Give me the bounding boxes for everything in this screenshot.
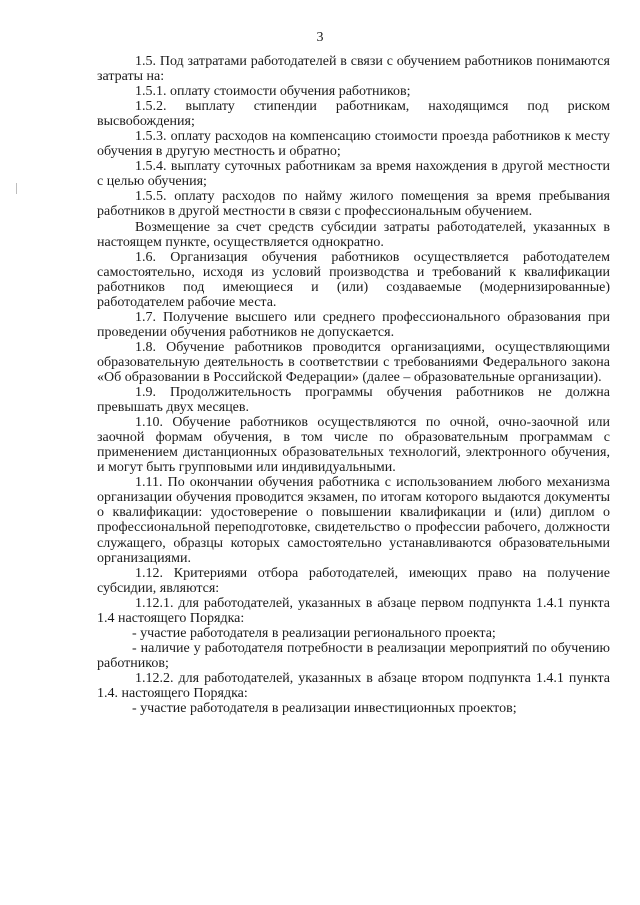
paragraph-reimbursement: Возмещение за счет средств субсидии затраты работодателей, указанных в настоящем пункте, осуществляется однократно. — [97, 219, 610, 250]
paragraph-1-7: 1.7. Получение высшего или среднего профессионального образования при проведении обучения работников не допускается. — [97, 309, 610, 340]
paragraph-1-5-3: 1.5.3. оплату расходов на компенсацию стоимости проезда работников к месту обучения в другую местность и обратно; — [97, 129, 610, 160]
document-body — [97, 54, 610, 716]
page-number: 3 — [316, 30, 324, 45]
paragraph-1-5: 1.5. Под затратами работодателей в связи с обучением работников понимаются затраты на: — [97, 54, 610, 85]
paragraph-1-5-2: 1.5.2. выплату стипендии работникам, находящимся под риском высвобождения; — [97, 99, 610, 130]
paragraph-1-10: 1.10. Обучение работников осуществляются по очной, очно-заочной или заочной формам обучения, в том числе по образовательным программам с применением дистанционных образовательных технологий, электронного обучения, и могут быть групповыми или индивидуальными. — [97, 415, 610, 476]
scan-margin-mark — [16, 183, 17, 194]
paragraph-1-11: 1.11. По окончании обучения работника с использованием любого механизма организации обучения проводится экзамен, по итогам которого выдаются документы о квалификации: удостоверение о повышении квалификации и (или) диплом о профессиональной переподготовке, свидетельство о профессии рабочего, должности служащего, образцы которых самостоятельно устанавливаются образовательными организациями. — [97, 475, 610, 566]
paragraph-1-9: 1.9. Продолжительность программы обучения работников не должна превышать двух месяцев. — [97, 385, 610, 416]
paragraph-1-5-1: 1.5.1. оплату стоимости обучения работников; — [135, 84, 411, 100]
list-item-training-need: - наличие у работодателя потребности в реализации мероприятий по обучению работников; — [97, 640, 610, 671]
list-item-regional-project: - участие работодателя в реализации регионального проекта; — [132, 625, 496, 641]
paragraph-1-12-1: 1.12.1. для работодателей, указанных в абзаце первом подпункта 1.4.1 пункта 1.4 настоящего Порядка: — [97, 595, 610, 626]
paragraph-1-12: 1.12. Критериями отбора работодателей, имеющих право на получение субсидии, являются: — [97, 565, 610, 596]
list-item-investment-projects: - участие работодателя в реализации инвестиционных проектов; — [132, 701, 517, 717]
paragraph-1-12-2: 1.12.2. для работодателей, указанных в абзаце втором подпункта 1.4.1 пункта 1.4. настоящего Порядка: — [97, 670, 610, 701]
paragraph-1-5-4: 1.5.4. выплату суточных работникам за время нахождения в другой местности с целью обучения; — [97, 159, 610, 190]
paragraph-1-8: 1.8. Обучение работников проводится организациями, осуществляющими образовательную деятельность в соответствии с требованиями Федерального закона «Об образовании в Российской Федерации» (далее – образовательные организации). — [97, 339, 610, 385]
paragraph-1-5-5: 1.5.5. оплату расходов по найму жилого помещения за время пребывания работников в другой местности в связи с профессиональным обучением. — [97, 189, 610, 220]
paragraph-1-6: 1.6. Организация обучения работников осуществляется работодателем самостоятельно, исходя из условий производства и требований к квалификации работников под имеющиеся и (или) создаваемые (модернизированные) работодателем рабочие места. — [97, 249, 610, 310]
